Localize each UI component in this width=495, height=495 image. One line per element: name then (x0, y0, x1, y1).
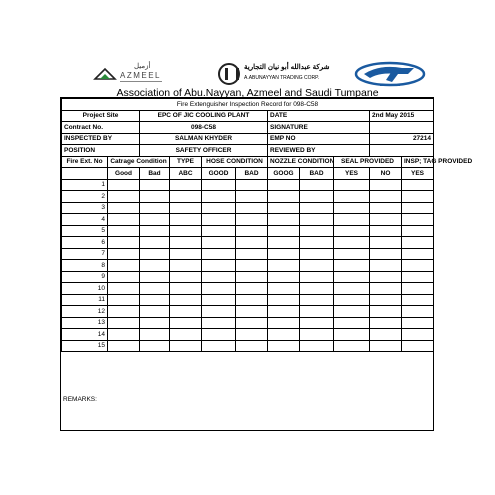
table-row (62, 179, 434, 191)
row-cell[interactable] (140, 191, 170, 203)
subcol-cat-bad: Bad (140, 168, 170, 180)
azmeel-mark-icon (94, 68, 116, 80)
row-cell[interactable] (236, 225, 268, 237)
row-cell[interactable] (108, 329, 140, 341)
remarks-label: REMARKS: (63, 396, 97, 403)
row-cell[interactable] (300, 283, 334, 295)
row-cell[interactable] (402, 329, 434, 341)
row-cell[interactable] (202, 225, 236, 237)
row-cell[interactable] (108, 237, 140, 249)
row-number: 10 (62, 283, 108, 295)
row-cell[interactable] (334, 329, 370, 341)
row-cell[interactable] (236, 260, 268, 272)
row-cell[interactable] (202, 248, 236, 260)
row-cell[interactable] (370, 306, 402, 318)
row-cell[interactable] (236, 202, 268, 214)
row-cell[interactable] (170, 202, 202, 214)
row-cell[interactable] (334, 317, 370, 329)
row-cell[interactable] (268, 306, 300, 318)
row-cell[interactable] (140, 202, 170, 214)
row-cell[interactable] (268, 179, 300, 191)
row-cell[interactable] (236, 329, 268, 341)
row-cell[interactable] (170, 179, 202, 191)
row-cell[interactable] (140, 260, 170, 272)
row-cell[interactable] (140, 214, 170, 226)
row-cell[interactable] (202, 306, 236, 318)
row-cell[interactable] (402, 340, 434, 352)
row-number: 6 (62, 237, 108, 249)
row-cell[interactable] (268, 283, 300, 295)
table-row (62, 317, 434, 329)
table-row (62, 306, 434, 318)
table-row (62, 214, 434, 226)
abunayyan-mark-icon (218, 63, 240, 85)
row-cell[interactable] (170, 214, 202, 226)
row-cell[interactable] (300, 248, 334, 260)
subcol-tag-yes: YES (402, 168, 434, 180)
row-cell[interactable] (108, 179, 140, 191)
row-cell[interactable] (370, 283, 402, 295)
position-label: POSITION (62, 145, 140, 157)
abunayyan-logo (218, 60, 338, 88)
row-cell[interactable] (268, 329, 300, 341)
signature-label: SIGNATURE (268, 122, 370, 134)
row-cell[interactable] (202, 283, 236, 295)
col-fire-ext-no: Fire Ext. No (62, 156, 108, 168)
row-cell[interactable] (334, 294, 370, 306)
row-cell[interactable] (334, 248, 370, 260)
row-cell[interactable] (202, 179, 236, 191)
table-row (62, 191, 434, 203)
subcol-seal-yes: YES (334, 168, 370, 180)
row-cell[interactable] (108, 317, 140, 329)
row-cell[interactable] (108, 248, 140, 260)
row-cell[interactable] (402, 191, 434, 203)
row-cell[interactable] (202, 202, 236, 214)
table-row (62, 283, 434, 295)
row-cell[interactable] (202, 260, 236, 272)
row-cell[interactable] (370, 271, 402, 283)
row-number: 15 (62, 340, 108, 352)
row-cell[interactable] (300, 214, 334, 226)
row-cell[interactable] (370, 214, 402, 226)
row-cell[interactable] (402, 271, 434, 283)
table-row (62, 294, 434, 306)
azmeel-underline (120, 81, 162, 82)
row-cell[interactable] (370, 329, 402, 341)
row-cell[interactable] (140, 306, 170, 318)
row-cell[interactable] (170, 248, 202, 260)
row-number: 7 (62, 248, 108, 260)
row-cell[interactable] (140, 225, 170, 237)
row-cell[interactable] (370, 248, 402, 260)
contract-label: Contract No. (62, 122, 140, 134)
row-cell[interactable] (402, 237, 434, 249)
row-cell[interactable] (236, 248, 268, 260)
row-cell[interactable] (268, 271, 300, 283)
row-cell[interactable] (334, 191, 370, 203)
row-cell[interactable] (268, 237, 300, 249)
row-cell[interactable] (370, 225, 402, 237)
project-site-value: EPC OF JIC COOLING PLANT (140, 110, 268, 122)
association-heading: Association of Abu.Nayyan, Azmeel and Saudi Tumpane (116, 87, 379, 99)
row-cell[interactable] (268, 191, 300, 203)
row-cell[interactable] (370, 237, 402, 249)
row-cell[interactable] (300, 260, 334, 272)
subcol-hose-bad: BAD (236, 168, 268, 180)
row-cell[interactable] (236, 317, 268, 329)
row-cell[interactable] (170, 317, 202, 329)
date-label: DATE (268, 110, 370, 122)
inspection-rows (62, 179, 434, 352)
row-cell[interactable] (140, 237, 170, 249)
row-cell[interactable] (402, 283, 434, 295)
row-cell[interactable] (236, 214, 268, 226)
row-cell[interactable] (370, 202, 402, 214)
signature-field[interactable] (370, 122, 434, 134)
contract-value: 098-C58 (140, 122, 268, 134)
row-cell[interactable] (300, 225, 334, 237)
row-cell[interactable] (268, 248, 300, 260)
table-row (62, 340, 434, 352)
col-catrage-condition: Catrage Condition (108, 156, 170, 168)
row-cell[interactable] (236, 340, 268, 352)
row-cell[interactable] (370, 191, 402, 203)
subcol-cat-good: Good (108, 168, 140, 180)
row-cell[interactable] (202, 294, 236, 306)
row-cell[interactable] (202, 214, 236, 226)
row-cell[interactable] (236, 237, 268, 249)
row-cell[interactable] (202, 317, 236, 329)
reviewed-by-field[interactable] (370, 145, 434, 157)
table-row (62, 225, 434, 237)
row-cell[interactable] (236, 191, 268, 203)
row-cell[interactable] (170, 271, 202, 283)
row-cell[interactable] (108, 225, 140, 237)
table-row (62, 271, 434, 283)
row-cell[interactable] (334, 340, 370, 352)
row-cell[interactable] (108, 260, 140, 272)
row-number: 2 (62, 191, 108, 203)
row-number: 5 (62, 225, 108, 237)
row-cell[interactable] (402, 179, 434, 191)
row-cell[interactable] (402, 260, 434, 272)
subcol-hose-good: GOOD (202, 168, 236, 180)
row-cell[interactable] (140, 294, 170, 306)
row-cell[interactable] (236, 306, 268, 318)
col-hose-condition: HOSE CONDITION (202, 156, 268, 168)
col-seal-provided: SEAL PROVIDED (334, 156, 402, 168)
row-cell[interactable] (300, 294, 334, 306)
row-number: 11 (62, 294, 108, 306)
row-cell[interactable] (300, 317, 334, 329)
row-cell[interactable] (402, 214, 434, 226)
row-cell[interactable] (140, 317, 170, 329)
row-number: 13 (62, 317, 108, 329)
azmeel-english-text: AZMEEL (120, 71, 162, 80)
row-cell[interactable] (236, 294, 268, 306)
row-cell[interactable] (268, 294, 300, 306)
subcol-type-abc: ABC (170, 168, 202, 180)
subcol-nozzle-bad: BAD (300, 168, 334, 180)
row-cell[interactable] (370, 340, 402, 352)
azmeel-logo (94, 60, 204, 88)
row-number: 9 (62, 271, 108, 283)
row-cell[interactable] (402, 202, 434, 214)
row-cell[interactable] (334, 271, 370, 283)
subcol-blank (62, 168, 108, 180)
table-row (62, 260, 434, 272)
row-number: 14 (62, 329, 108, 341)
row-cell[interactable] (170, 340, 202, 352)
row-cell[interactable] (108, 306, 140, 318)
row-cell[interactable] (140, 248, 170, 260)
row-cell[interactable] (370, 260, 402, 272)
row-cell[interactable] (268, 202, 300, 214)
tumpane-mark-icon (350, 60, 430, 88)
table-row (62, 202, 434, 214)
table-row (62, 248, 434, 260)
row-cell[interactable] (334, 202, 370, 214)
subcol-seal-no: NO (370, 168, 402, 180)
row-cell[interactable] (170, 237, 202, 249)
row-cell[interactable] (268, 225, 300, 237)
row-cell[interactable] (402, 306, 434, 318)
row-cell[interactable] (108, 340, 140, 352)
row-number: 3 (62, 202, 108, 214)
saudi-tumpane-logo (350, 60, 430, 88)
row-cell[interactable] (202, 237, 236, 249)
row-cell[interactable] (268, 317, 300, 329)
row-cell[interactable] (370, 317, 402, 329)
row-number: 1 (62, 179, 108, 191)
row-cell[interactable] (268, 260, 300, 272)
abunayyan-english-text: A.ABUNAYYAN TRADING CORP. (244, 75, 320, 81)
row-cell[interactable] (108, 283, 140, 295)
table-row (62, 329, 434, 341)
row-cell[interactable] (402, 294, 434, 306)
row-cell[interactable] (108, 202, 140, 214)
emp-no-label: EMP NO (268, 133, 370, 145)
row-cell[interactable] (140, 329, 170, 341)
azmeel-arabic-text: أزميل (134, 63, 151, 70)
subcol-nozzle-good: GOOG (268, 168, 300, 180)
row-cell[interactable] (268, 214, 300, 226)
row-cell[interactable] (202, 340, 236, 352)
row-number: 8 (62, 260, 108, 272)
emp-no-value: 27214 (370, 133, 434, 145)
inspection-table (61, 98, 473, 352)
inspected-by-value: SALMAN KHYDER (140, 133, 268, 145)
position-value: SAFETY OFFICER (140, 145, 268, 157)
row-cell[interactable] (108, 294, 140, 306)
row-cell[interactable] (170, 191, 202, 203)
row-number: 12 (62, 306, 108, 318)
row-cell[interactable] (300, 179, 334, 191)
row-cell[interactable] (268, 340, 300, 352)
row-cell[interactable] (402, 225, 434, 237)
row-cell[interactable] (402, 248, 434, 260)
row-cell[interactable] (170, 329, 202, 341)
row-cell[interactable] (202, 329, 236, 341)
row-cell[interactable] (334, 283, 370, 295)
row-cell[interactable] (108, 191, 140, 203)
row-cell[interactable] (236, 179, 268, 191)
row-cell[interactable] (170, 283, 202, 295)
row-cell[interactable] (140, 271, 170, 283)
row-cell[interactable] (402, 317, 434, 329)
form-title: Fire Extenguisher Inspection Record for 098-C58 (62, 99, 434, 111)
col-nozzle-condition: NOZZLE CONDITION (268, 156, 334, 168)
row-cell[interactable] (334, 214, 370, 226)
row-cell[interactable] (300, 271, 334, 283)
row-cell[interactable] (370, 179, 402, 191)
row-cell[interactable] (140, 283, 170, 295)
row-cell[interactable] (334, 225, 370, 237)
row-cell[interactable] (300, 329, 334, 341)
row-cell[interactable] (202, 191, 236, 203)
abunayyan-arabic-text: شركة عبدالله أبو نيان التجارية (244, 64, 330, 71)
col-type: TYPE (170, 156, 202, 168)
project-site-label: Project Site (62, 110, 140, 122)
row-number: 4 (62, 214, 108, 226)
inspected-by-label: INSPECTED BY (62, 133, 140, 145)
row-cell[interactable] (170, 260, 202, 272)
logo-bar (60, 60, 435, 88)
date-value: 2nd May 2015 (370, 110, 434, 122)
row-cell[interactable] (236, 271, 268, 283)
row-cell[interactable] (334, 260, 370, 272)
row-cell[interactable] (170, 294, 202, 306)
row-cell[interactable] (170, 306, 202, 318)
row-cell[interactable] (300, 191, 334, 203)
col-insp-tag-provided: INSP; TAG PROVIDED (402, 156, 434, 168)
row-cell[interactable] (140, 179, 170, 191)
row-cell[interactable] (202, 271, 236, 283)
row-cell[interactable] (300, 340, 334, 352)
row-cell[interactable] (300, 237, 334, 249)
row-cell[interactable] (300, 202, 334, 214)
row-cell[interactable] (170, 225, 202, 237)
row-cell[interactable] (334, 179, 370, 191)
inspection-form (60, 97, 473, 431)
row-cell[interactable] (370, 294, 402, 306)
row-cell[interactable] (236, 283, 268, 295)
row-cell[interactable] (334, 306, 370, 318)
table-row (62, 237, 434, 249)
row-cell[interactable] (108, 214, 140, 226)
row-cell[interactable] (334, 237, 370, 249)
reviewed-by-label: REVIEWED BY (268, 145, 370, 157)
row-cell[interactable] (108, 271, 140, 283)
row-cell[interactable] (300, 306, 334, 318)
row-cell[interactable] (140, 340, 170, 352)
